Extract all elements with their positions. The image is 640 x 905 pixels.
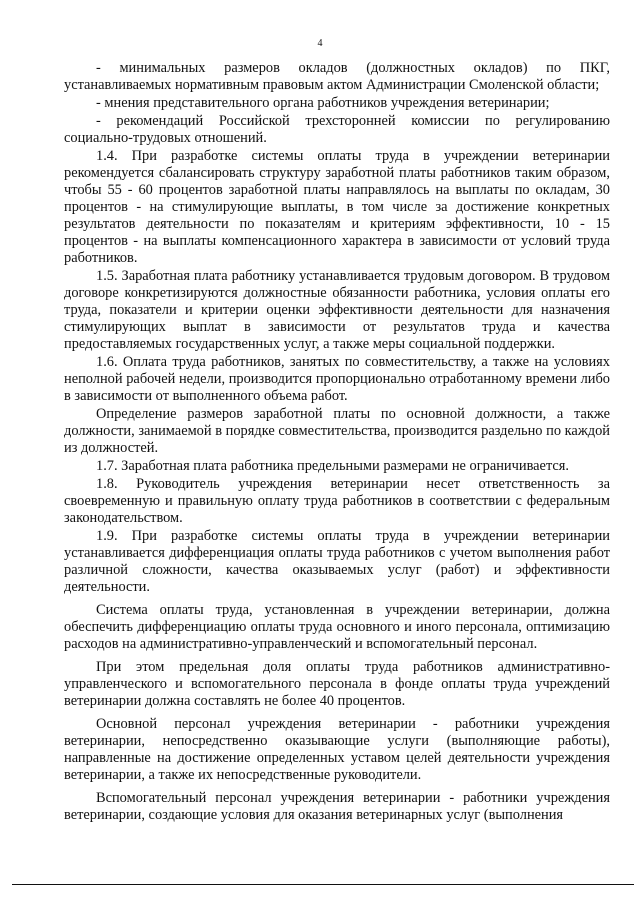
bottom-rule (12, 884, 634, 885)
paragraph-1-6-continued: Определение размеров заработной платы по основной должности, а также должности, занимаемой в порядке совместительства, производится раздельно по каждой из должностей. (64, 406, 610, 456)
paragraph-min-salary: - минимальных размеров окладов (должностных окладов) по ПКГ, устанавливаемых нормативным правовым актом Администрации Смоленской области; (64, 60, 610, 93)
page-number: 4 (317, 38, 323, 49)
paragraph-support-staff: Вспомогательный персонал учреждения ветеринарии - работники учреждения ветеринарии, создающие условия для оказания ветеринарных услуг (выполнения (64, 790, 610, 823)
paragraph-pay-system-differentiation: Система оплаты труда, установленная в учреждении ветеринарии, должна обеспечить дифференциацию оплаты труда основного и иного персонала, оптимизацию расходов на административно-управленческий и вспомогательный персонал. (64, 602, 610, 652)
paragraph-1-9: 1.9. При разработке системы оплаты труда в учреждении ветеринарии устанавливается дифференциация оплаты труда работников с учетом выполнения работ различной сложности, качества оказываемых услуг (работ) и эффективности деятельности. (64, 528, 610, 595)
paragraph-admin-share-limit: При этом предельная доля оплаты труда работников административно-управленческого и вспомогательного персонала в фонде оплаты труда учреждений ветеринарии должна составлять не более 40 процентов. (64, 659, 610, 709)
paragraph-1-7: 1.7. Заработная плата работника предельными размерами не ограничивается. (96, 458, 570, 474)
document-body (64, 60, 610, 824)
paragraph-main-staff: Основной персонал учреждения ветеринарии - работники учреждения ветеринарии, непосредственно оказывающие услуги (выполняющие работы), направленные на достижение определенных уставом целей деятельности учреждения ветеринарии, а также их непосредственные руководители. (64, 716, 610, 783)
paragraph-tripartite-commission: - рекомендаций Российской трехсторонней комиссии по регулированию социально-трудовых отношений. (64, 113, 610, 146)
paragraph-1-8: 1.8. Руководитель учреждения ветеринарии несет ответственность за своевременную и правильную оплату труда работников в соответствии с федеральным законодательством. (64, 476, 610, 526)
paragraph-1-5: 1.5. Заработная плата работнику устанавливается трудовым договором. В трудовом договоре конкретизируются должностные обязанности работника, условия оплаты его труда, показатели и критерии оценки эффективности деятельности для назначения стимулирующих выплат в зависимости от результатов труда и качества предоставляемых государственных услуг, а также меры социальной поддержки. (64, 268, 610, 352)
paragraph-1-6: 1.6. Оплата труда работников, занятых по совместительству, а также на условиях неполной рабочей недели, производится пропорционально отработанному времени либо в зависимости от выполненного объема работ. (64, 354, 610, 404)
paragraph-representative-body: - мнения представительного органа работников учреждения ветеринарии; (96, 95, 550, 111)
paragraph-1-4: 1.4. При разработке системы оплаты труда в учреждении ветеринарии рекомендуется сбалансировать структуру заработной платы работников таким образом, чтобы 55 - 60 процентов заработной платы направлялось на выплаты по окладам, 30 процентов - на стимулирующие выплаты, в том числе за достижение конкретных результатов деятельности по показателям и критериям эффективности, 10 - 15 процентов - на выплаты компенсационного характера в зависимости от условий труда работников. (64, 148, 610, 266)
